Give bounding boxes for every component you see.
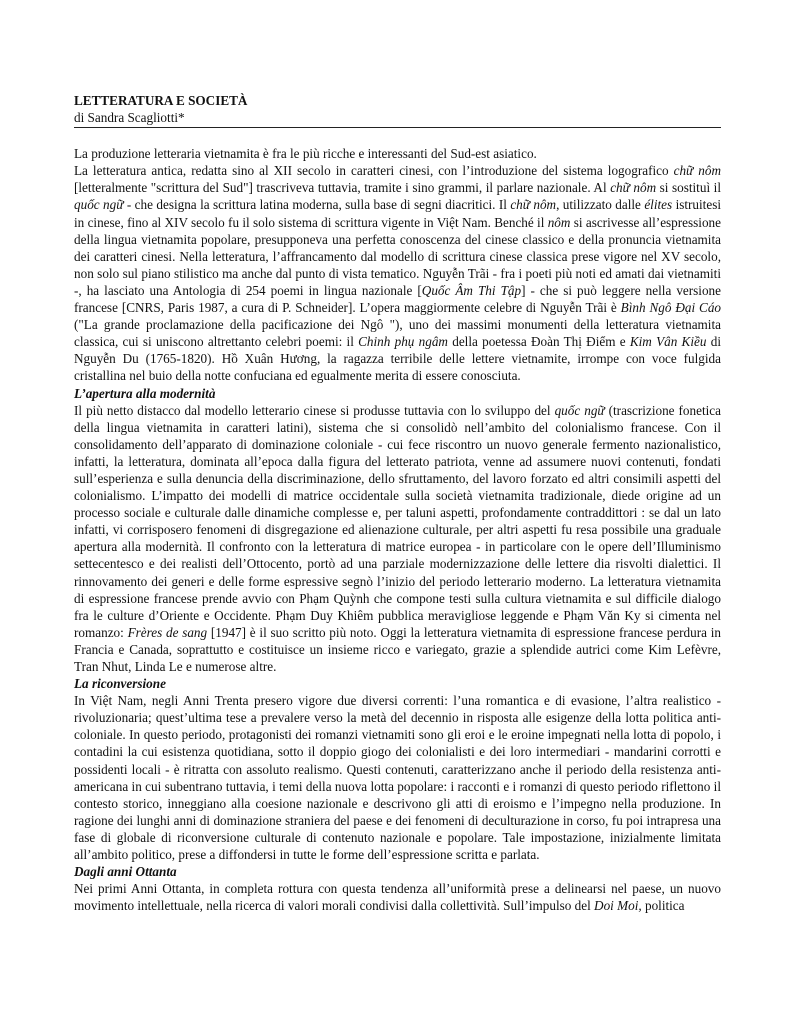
document-title: LETTERATURA E SOCIETÀ: [74, 93, 248, 108]
paragraph-ottanta: [74, 880, 721, 914]
italic-term: chữ nôm: [610, 180, 657, 196]
text-run: di Nguyễn Du (1765-1820). Hồ Xuân Hương, la ragazza terribile delle lettere vietnamite, irrompe con voce fulgida cristallina nel buio della notte confuciana ed egualmente merita di essere conosciuta.: [74, 334, 721, 384]
paragraph-riconversione: In Việt Nam, negli Anni Trenta presero vigore due diversi correnti: l’una romantica e di evasione, l’altra realistico - rivoluzionaria; quest’ultima tese a prevalere verso la metà del decennio in risposta alle esigenze della lotta politica anti-coloniale. In questo periodo, protagonisti dei romanzi vietnamiti sono gli eroi e le eroine impegnati nella lotta di popolo, i contadini la cui esistenza quotidiana, sotto il doppio giogo dei colonialisti e dei loro intermediari - mandarini corrotti e possidenti locali - è ritratta con assoluto realismo. Questi contenuti, caratterizzano anche il periodo della resistenza anti-americana in cui subentrano tuttavia, i temi della nuova lotta popolare: i racconti e i romanzi di questo periodo riflettono il contesto storico, inneggiano alla coesione nazionale e descrivono gli atti di eroismo e l’impegno nella produzione. In ragione dei lunghi anni di dominazione straniera del paese e dei fenomeni di deculturazione in corso, fu poi intrapresa una fase di globale di riconversione culturale di contenuto nazionale e popolare. Tale impostazione, inizialmente limitata all’ambito politico, prese a diffondersi in tutte le forme dell’espressione scritta e parlata.: [74, 693, 721, 863]
text-run: (trascrizione fonetica della lingua vietnamita in caratteri latini), sistema che si consolidò nell’ambito del colonialismo francese. Con il consolidamento dell’apparato di dominazione coloniale - cui fece riscontro un nuovo generale fermento nazionalistico, infatti, la letteratura, dominata all’epoca dalla figura del letterato patriota, venne ad assumere nuovi contenuti, fondati sull’esperienza e sulla denuncia della discriminazione, dello sfruttamento, del lavoro forzato ed altri consimili aspetti del colonialismo. L’impatto dei modelli di matrice occidentale sulla società vietnamita tradizionale, diede origine ad un processo sociale e culturale dalle dinamiche complesse e, per taluni aspetti, profondamente contraddittori : se dal un lato infatti, vi corrisposero fenomeni di disgregazione ed alienazione culturale, per altri aspetti fu resa possibile una graduale apertura alla modernità. Il confronto con la letteratura di matrice europea - in particolare con le opere dell’Illuminismo settecentesco e dei realisti dell’Ottocento, portò ad una parziale modernizzazione delle lettere dia risvolti dialettici. Il rinnovamento dei generi e delle forme espressive segnò l’inizio del periodo letterario moderno. La letteratura vietnamita di espressione francese prende avvio con Phạm Quỳnh che compone testi sulla cultura vietnamita e sul difficile dialogo fra le culture d’Oriente e Occidente. Phạm Duy Khiêm pubblica meravigliose leggende e Phạm Văn Ky si cimenta nel romanzo:: [74, 402, 721, 640]
italic-term: chữ nôm: [673, 163, 721, 179]
italic-term: chữ nôm: [510, 197, 557, 213]
text-run: della poetessa Đoàn Thị Điểm e: [447, 334, 630, 350]
blank-line: [74, 128, 721, 145]
italic-term: Quốc Âm Thi Tập: [421, 282, 522, 298]
italic-term: quốc ngữ: [74, 197, 124, 213]
text-run: Il più netto distacco dal modello letterario cinese si produsse tuttavia con lo sviluppo del: [74, 402, 555, 418]
author-line: di Sandra Scagliotti*: [74, 110, 185, 126]
section-heading-riconversione: La riconversione: [74, 676, 166, 692]
italic-term: élites: [644, 197, 673, 213]
document-page: [74, 92, 721, 914]
section-heading-ottanta: Dagli anni Ottanta: [74, 864, 177, 880]
paragraph-antica: [74, 162, 721, 384]
text-run: La letteratura antica, redatta sino al XII secolo in caratteri cinesi, con l’introduzione del sistema logografico: [74, 163, 674, 179]
text-run: [letteralmente "scrittura del Sud"] trascriveva tuttavia, tramite i sino grammi, il parlare nazionale. Al: [74, 180, 611, 196]
italic-term: quốc ngữ: [554, 402, 605, 418]
text-run: [1947] è il suo scritto più noto. Oggi la letteratura vietnamita di espressione francese perdura in Francia e Canada, soprattutto e costituisce un insieme ricco e variegato, grazie a splendide autrici come Kim Lefèvre, Tran Nhut, Linda Le e numerose altre.: [74, 624, 721, 674]
text-run: si sostituì il: [656, 180, 721, 196]
text-run: si ascrivesse all’espressione della lingua vietnamita popolare, presupponeva una perfetta conoscenza del cinese classico e della pronuncia vietnamita dei caratteri cinesi. Nella letteratura, l’affrancamento dal modello di scrittura cinese classica prese vigore nel XV secolo, non solo sul piano stilistico ma anche dal punto di vista tematico. Nguyễn Trãi - fra i poeti più noti ed amati dai vietnamiti -, ha lasciato una Antologia di 254 poemi in lingua nazionale [: [74, 214, 721, 298]
paragraph-modernita: [74, 402, 721, 676]
text-run: istruitesi in cinese, fino al XIV secolo fu il solo sistema di scrittura vigente in Việt Nam. Benché il: [74, 197, 721, 230]
text-run: ("La grande proclamazione della pacificazione dei Ngô "), uno dei massimi monumenti della letteratura vietnamita classica, cui si uniscono altrettanto celebri poemi: il: [74, 317, 721, 350]
text-run: - che designa la scrittura latina moderna, sulla base di segni diacritici. Il: [123, 197, 511, 213]
intro-paragraph: La produzione letteraria vietnamita è fra le più ricche e interessanti del Sud-est asiatico.: [74, 146, 537, 162]
text-run: politica: [641, 898, 685, 914]
italic-term: Bình Ngô Đại Cáo: [620, 300, 722, 316]
section-heading-modernita: L’apertura alla modernità: [74, 385, 216, 401]
text-run: ] - che si può leggere nella versione francese [CNRS, Paris 1987, a cura di P. Schneider]. L’opera maggiormente celebre di Nguyễn Trãi è: [74, 282, 721, 316]
italic-term: Doi Moi,: [594, 898, 642, 914]
italic-term: nôm: [547, 214, 571, 230]
text-run: Nei primi Anni Ottanta, in completa rottura con questa tendenza all’uniformità prese a delinearsi nel paese, un nuovo movimento intellettuale, nella ricerca di valori morali condivisi dalla collettività. Sull’impulso del: [74, 881, 721, 914]
text-run: , utilizzato dalle: [556, 197, 645, 213]
italic-term: Kim Vân Kiều: [629, 334, 707, 350]
italic-term: Frères de sang: [127, 624, 208, 640]
italic-term: Chinh phụ ngâm: [358, 334, 448, 350]
